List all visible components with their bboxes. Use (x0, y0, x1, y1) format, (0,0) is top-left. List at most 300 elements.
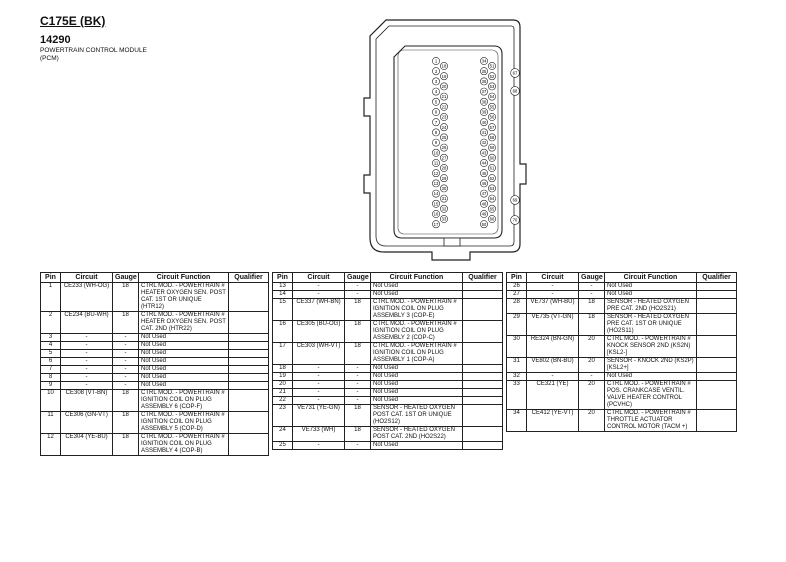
table-row (507, 283, 737, 291)
qualifier (229, 342, 269, 350)
pin-number: 25 (273, 442, 293, 450)
connector-pin (432, 108, 439, 115)
col-pin: Pin (41, 273, 61, 283)
table-row (41, 390, 269, 412)
circuit-function: Not Used (605, 283, 697, 291)
wire-gauge: - (345, 291, 371, 299)
pin-label: 11 (433, 160, 439, 166)
connector-pin (440, 205, 447, 212)
circuit-function: Not Used (139, 342, 229, 350)
pin-label: 51 (489, 63, 495, 69)
qualifier (697, 314, 737, 336)
col-gauge: Gauge (579, 273, 605, 283)
circuit-id: - (61, 358, 113, 366)
connector-pin (440, 62, 447, 69)
pin-label: 26 (441, 145, 447, 151)
pin-number: 19 (273, 373, 293, 381)
circuit-function: Not Used (139, 350, 229, 358)
wire-gauge: - (579, 373, 605, 381)
pin-label: 67 (512, 70, 518, 76)
table-row (41, 366, 269, 374)
pin-label: 52 (489, 73, 495, 79)
pin-label: 25 (441, 135, 447, 140)
table-row (273, 283, 503, 291)
pin-label: 36 (481, 79, 487, 84)
connector-pin (480, 180, 487, 187)
table-row (41, 312, 269, 334)
circuit-id: - (61, 334, 113, 342)
col-gauge: Gauge (345, 273, 371, 283)
pin-label: 31 (441, 196, 447, 202)
connector-pin (480, 190, 487, 197)
circuit-id: VE802 (BN-BU) (527, 358, 579, 373)
pin-label: 16 (433, 211, 439, 217)
qualifier (229, 312, 269, 334)
pin-label: 64 (489, 196, 495, 202)
pin-label: 55 (489, 104, 495, 110)
connector-pin (432, 98, 439, 105)
circuit-function: Not Used (605, 373, 697, 381)
connector-pin (432, 57, 439, 64)
qualifier (463, 283, 503, 291)
table-row (273, 397, 503, 405)
pin-number: 11 (41, 412, 61, 434)
pin-label: 63 (489, 186, 495, 191)
wire-gauge: - (345, 365, 371, 373)
pin-label: 27 (441, 155, 447, 161)
wire-gauge: - (579, 291, 605, 299)
connector-pin (488, 175, 495, 182)
circuit-id: VE731 (YE-GN) (293, 405, 345, 427)
pin-number: 5 (41, 350, 61, 358)
connector-pin (480, 149, 487, 156)
wire-gauge: 20 (579, 336, 605, 358)
col-pin: Pin (507, 273, 527, 283)
wire-gauge: 18 (345, 427, 371, 442)
circuit-id: - (293, 283, 345, 291)
pin-label: 17 (433, 221, 439, 227)
wire-gauge: 20 (579, 410, 605, 432)
qualifier (463, 365, 503, 373)
qualifier (697, 373, 737, 381)
circuit-function: CTRL MOD. - POWERTRAIN # KNOCK SENSOR 2ND (KS2N) [KSL2-] (605, 336, 697, 358)
circuit-function: CTRL MOD. - POWERTRAIN # POS. CRANKCASE VENTIL. VALVE HEATER CONTROL (PCVHC) (605, 381, 697, 410)
connector-pin (480, 119, 487, 126)
connector-pin (440, 93, 447, 100)
pin-number: 27 (507, 291, 527, 299)
circuit-function: SENSOR - HEATED OXYGEN POST CAT. 1ST OR UNIQUE (HO2S12) (371, 405, 463, 427)
connector-pin (432, 170, 439, 177)
pin-label: 46 (481, 181, 487, 186)
pin-label: 59 (489, 145, 495, 151)
connector-pin (488, 164, 495, 171)
pin-table-1 (40, 272, 269, 456)
circuit-function: Not Used (139, 366, 229, 374)
circuit-id: - (293, 397, 345, 405)
wire-gauge: - (345, 389, 371, 397)
circuit-id: - (293, 291, 345, 299)
circuit-function: CTRL MOD. - POWERTRAIN # THROTTLE ACTUATOR CONTROL MOTOR (TACM +) (605, 410, 697, 432)
table-row (273, 389, 503, 397)
qualifier (229, 412, 269, 434)
circuit-id: - (61, 366, 113, 374)
pin-label: 23 (441, 114, 447, 120)
connector-pin (432, 139, 439, 146)
pin-label: 8 (434, 130, 438, 135)
table-row (273, 291, 503, 299)
circuit-id: CE234 (BU-WH) (61, 312, 113, 334)
pin-label: 39 (481, 109, 487, 115)
table-row (41, 358, 269, 366)
pin-label: 22 (441, 104, 447, 110)
pin-label: 40 (481, 119, 487, 125)
pin-label: 49 (481, 211, 487, 217)
circuit-id: CE233 (WH-OG) (61, 283, 113, 312)
pin-label: 41 (481, 130, 487, 135)
connector-pin (480, 221, 487, 228)
pin-label: 20 (441, 84, 447, 89)
circuit-function: Not Used (139, 382, 229, 390)
circuit-id: CE306 (GN-VT) (61, 412, 113, 434)
col-circuit: Circuit (293, 273, 345, 283)
pin-label: 65 (489, 206, 495, 212)
circuit-id: VE737 (WH-BU) (527, 299, 579, 314)
pin-label: 19 (441, 73, 447, 79)
pin-number: 22 (273, 397, 293, 405)
col-function: Circuit Function (139, 273, 229, 283)
pin-label: 10 (433, 150, 439, 156)
pin-label: 2 (434, 68, 438, 74)
pin-label: 61 (489, 165, 495, 171)
table-row (273, 321, 503, 343)
connector-pin (511, 69, 520, 78)
connector-pin (440, 195, 447, 202)
circuit-id: - (61, 382, 113, 390)
circuit-id: - (293, 365, 345, 373)
description-line-1: POWERTRAIN CONTROL MODULE (40, 47, 147, 54)
connector-pin (480, 78, 487, 85)
pin-label: 45 (481, 170, 487, 176)
table-row (41, 434, 269, 456)
circuit-id: CE321 (YE) (527, 381, 579, 410)
connector-latch (444, 238, 460, 246)
pin-number: 31 (507, 358, 527, 373)
wire-gauge: 18 (579, 299, 605, 314)
table-row (41, 283, 269, 312)
qualifier (697, 358, 737, 373)
pin-label: 44 (481, 160, 487, 166)
component-description (40, 47, 147, 62)
table-row (273, 365, 503, 373)
connector-pin (440, 73, 447, 80)
pin-label: 70 (512, 217, 518, 223)
table-row (273, 405, 503, 427)
connector-pin (511, 196, 520, 205)
wire-gauge: - (579, 283, 605, 291)
pin-number: 20 (273, 381, 293, 389)
circuit-function: Not Used (139, 374, 229, 382)
circuit-function: CTRL MOD. - POWERTRAIN # HEATER OXYGEN SEN. POST CAT. 2ND (HTR22) (139, 312, 229, 334)
circuit-id: - (293, 373, 345, 381)
circuit-id: - (527, 291, 579, 299)
wire-gauge: - (113, 366, 139, 374)
qualifier (463, 299, 503, 321)
col-function: Circuit Function (371, 273, 463, 283)
connector-pin (440, 103, 447, 110)
connector-pin (480, 159, 487, 166)
circuit-function: Not Used (371, 283, 463, 291)
connector-pin (440, 215, 447, 222)
qualifier (463, 389, 503, 397)
qualifier (229, 358, 269, 366)
pin-label: 34 (481, 58, 487, 64)
wire-gauge: 20 (579, 381, 605, 410)
pin-label: 60 (489, 155, 495, 161)
connector-pin (440, 185, 447, 192)
qualifier (463, 442, 503, 450)
pin-label: 29 (441, 175, 447, 181)
connector-pin (440, 154, 447, 161)
pin-label: 21 (441, 94, 447, 100)
col-circuit: Circuit (527, 273, 579, 283)
col-qualifier: Qualifier (463, 273, 503, 283)
table-row (41, 350, 269, 358)
connector-pin (440, 164, 447, 171)
pin-label: 32 (441, 206, 447, 212)
table-row (41, 382, 269, 390)
wire-gauge: - (113, 350, 139, 358)
pin-number: 32 (507, 373, 527, 381)
table-row (41, 374, 269, 382)
pin-label: 58 (489, 135, 495, 140)
wire-gauge: - (113, 358, 139, 366)
table-row (507, 381, 737, 410)
col-pin: Pin (273, 273, 293, 283)
table-row (507, 373, 737, 381)
table-row (507, 410, 737, 432)
qualifier (229, 374, 269, 382)
circuit-function: CTRL MOD. - POWERTRAIN # IGNITION COIL ON PLUG ASSEMBLY 4 (COP-B) (139, 434, 229, 456)
qualifier (463, 373, 503, 381)
pin-label: 57 (489, 124, 495, 130)
qualifier (697, 381, 737, 410)
qualifier (697, 283, 737, 291)
pin-label: 62 (489, 175, 495, 181)
qualifier (463, 343, 503, 365)
col-qualifier: Qualifier (229, 273, 269, 283)
col-qualifier: Qualifier (697, 273, 737, 283)
pin-label: 69 (512, 197, 518, 203)
connector-pin (488, 73, 495, 80)
connector-pin (480, 129, 487, 136)
col-gauge: Gauge (113, 273, 139, 283)
pin-table-2 (272, 272, 503, 450)
pin-number: 1 (41, 283, 61, 312)
pin-label: 50 (481, 221, 487, 227)
connector-pin (488, 103, 495, 110)
circuit-id: - (293, 442, 345, 450)
connector-pin (511, 87, 520, 96)
pin-label: 43 (481, 150, 487, 156)
pin-label: 48 (481, 201, 487, 207)
qualifier (697, 291, 737, 299)
pin-label: 9 (434, 140, 438, 146)
qualifier (697, 336, 737, 358)
connector-pin (440, 134, 447, 141)
circuit-function: SENSOR - HEATED OXYGEN PRE CAT. 1ST OR UNIQUE (HO2S11) (605, 314, 697, 336)
qualifier (463, 321, 503, 343)
connector-pin (432, 221, 439, 228)
connector-pin (480, 210, 487, 217)
col-circuit: Circuit (61, 273, 113, 283)
circuit-id: CE337 (WH-BN) (293, 299, 345, 321)
connector-pin (480, 88, 487, 95)
pin-label: 28 (441, 165, 447, 171)
pin-label: 6 (434, 109, 438, 115)
qualifier (229, 350, 269, 358)
circuit-function: CTRL MOD. - POWERTRAIN # IGNITION COIL ON PLUG ASSEMBLY 3 (COP-E) (371, 299, 463, 321)
wire-gauge: - (345, 397, 371, 405)
qualifier (697, 299, 737, 314)
pin-number: 26 (507, 283, 527, 291)
connector-pin (480, 200, 487, 207)
pin-number: 13 (273, 283, 293, 291)
connector-pin (480, 139, 487, 146)
connector-pin (480, 108, 487, 115)
connector-pin (432, 210, 439, 217)
qualifier (229, 334, 269, 342)
circuit-id: - (293, 389, 345, 397)
circuit-id: - (61, 350, 113, 358)
pin-number: 16 (273, 321, 293, 343)
wire-gauge: - (345, 373, 371, 381)
pin-number: 24 (273, 427, 293, 442)
connector-pin (488, 185, 495, 192)
description-line-2: (PCM) (40, 54, 59, 62)
pin-label: 1 (434, 58, 438, 64)
pin-label: 5 (434, 99, 438, 105)
circuit-function: Not Used (605, 291, 697, 299)
wire-gauge: 18 (113, 434, 139, 456)
circuit-function: Not Used (371, 442, 463, 450)
circuit-function: CTRL MOD. - POWERTRAIN # IGNITION COIL ON PLUG ASSEMBLY 5 (COP-D) (139, 412, 229, 434)
pin-number: 28 (507, 299, 527, 314)
circuit-function: Not Used (371, 397, 463, 405)
connector-pin (488, 93, 495, 100)
connector-pin (440, 113, 447, 120)
connector-title: C175E (BK) (40, 14, 106, 28)
circuit-function: Not Used (371, 389, 463, 397)
connector-pin (440, 175, 447, 182)
pin-label: 24 (441, 124, 447, 130)
qualifier (229, 434, 269, 456)
wire-gauge: 18 (345, 321, 371, 343)
connector-pin (511, 216, 520, 225)
qualifier (229, 390, 269, 412)
connector-pin (480, 170, 487, 177)
circuit-function: CTRL MOD. - POWERTRAIN # HEATER OXYGEN SEN. POST CAT. 1ST OR UNIQUE (HTR12) (139, 283, 229, 312)
pin-label: 47 (481, 191, 487, 197)
table-row (507, 314, 737, 336)
col-function: Circuit Function (605, 273, 697, 283)
wire-gauge: 18 (345, 343, 371, 365)
pin-label: 13 (433, 181, 439, 186)
qualifier (463, 405, 503, 427)
connector-pin (488, 144, 495, 151)
table-row (273, 343, 503, 365)
pin-label: 7 (434, 119, 438, 125)
connector-face-diagram (360, 18, 540, 270)
circuit-id: - (61, 342, 113, 350)
pin-label: 38 (481, 99, 487, 105)
connector-pin (480, 98, 487, 105)
qualifier (463, 427, 503, 442)
pin-number: 21 (273, 389, 293, 397)
pin-array (432, 57, 519, 227)
connector-pin (432, 129, 439, 136)
pin-label: 14 (433, 191, 439, 197)
pin-table-2-header (273, 273, 503, 283)
pin-number: 6 (41, 358, 61, 366)
circuit-id: - (293, 381, 345, 389)
pin-number: 14 (273, 291, 293, 299)
connector-pin (488, 154, 495, 161)
qualifier (463, 291, 503, 299)
pin-label: 3 (434, 79, 438, 84)
wire-gauge: - (113, 342, 139, 350)
circuit-id: CE304 (YE-BU) (61, 434, 113, 456)
connector-pin (488, 195, 495, 202)
pin-number: 33 (507, 381, 527, 410)
pin-label: 4 (434, 89, 438, 95)
circuit-id: CE303 (WH-VT) (293, 343, 345, 365)
pin-label: 53 (489, 84, 495, 89)
circuit-function: Not Used (371, 365, 463, 373)
connector-pin (488, 124, 495, 131)
circuit-id: - (61, 374, 113, 382)
connector-pin (488, 205, 495, 212)
qualifier (463, 397, 503, 405)
wire-gauge: 18 (345, 299, 371, 321)
wire-gauge: 18 (579, 314, 605, 336)
connector-pin (480, 57, 487, 64)
pin-number: 3 (41, 334, 61, 342)
circuit-id: VE735 (VT-GN) (527, 314, 579, 336)
circuit-id: VE733 (WH) (293, 427, 345, 442)
pin-label: 54 (489, 94, 495, 100)
table-row (507, 358, 737, 373)
circuit-id: CE412 (YE-VT) (527, 410, 579, 432)
qualifier (463, 381, 503, 389)
table-row (41, 334, 269, 342)
pin-number: 29 (507, 314, 527, 336)
wire-gauge: - (345, 283, 371, 291)
qualifier (229, 283, 269, 312)
circuit-function: CTRL MOD. - POWERTRAIN # IGNITION COIL ON PLUG ASSEMBLY 6 (COP-F) (139, 390, 229, 412)
table-row (507, 291, 737, 299)
circuit-id: CE305 (BU-OG) (293, 321, 345, 343)
pin-number: 18 (273, 365, 293, 373)
table-row (41, 342, 269, 350)
pin-table-1-header (41, 273, 269, 283)
circuit-function: SENSOR - HEATED OXYGEN POST CAT. 2ND (HO2S22) (371, 427, 463, 442)
circuit-id: RE324 (BN-GN) (527, 336, 579, 358)
connector-pin (488, 134, 495, 141)
wire-gauge: - (113, 334, 139, 342)
pin-label: 33 (441, 216, 447, 222)
circuit-id: - (527, 373, 579, 381)
connector-pin (488, 62, 495, 69)
